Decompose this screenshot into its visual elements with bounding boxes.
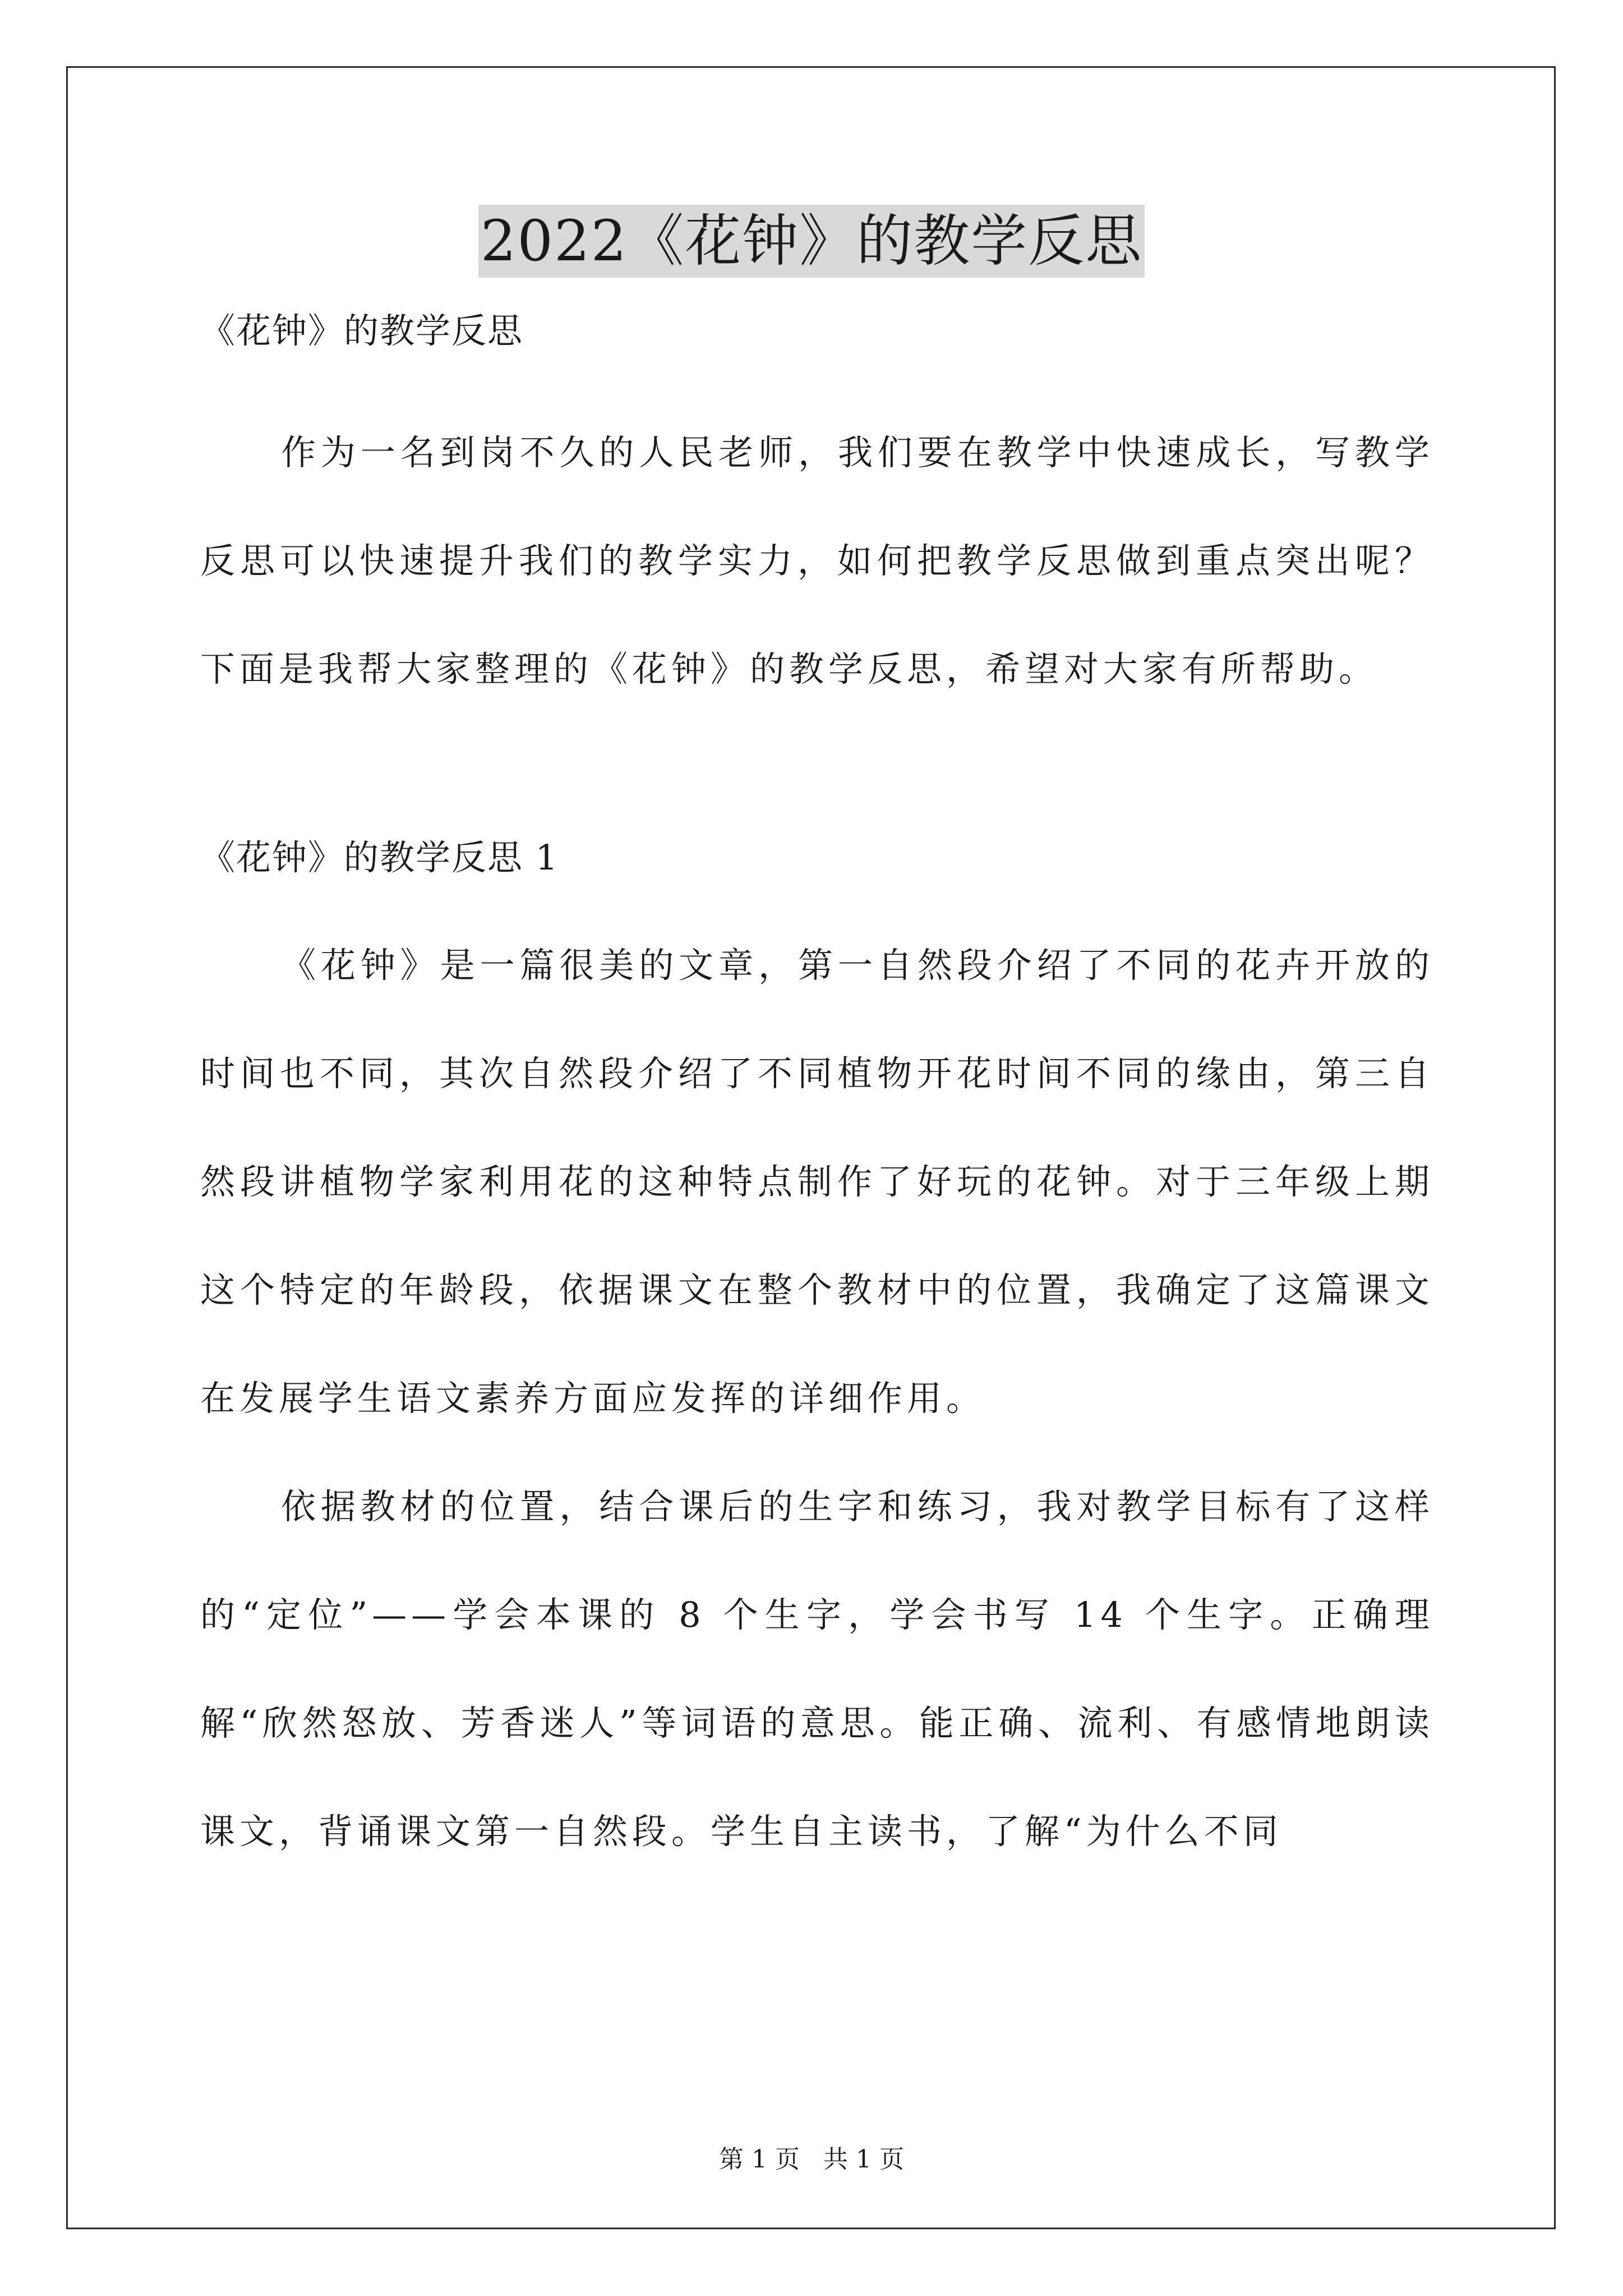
section-heading: 《花钟》的教学反思 1 [200, 837, 559, 878]
body-paragraph-2: 依据教材的位置，结合课后的生字和练习，我对教学目标有了这样的“定位”——学会本课的 8 个生字，学会书写 14 个生字。正确理解“欣然怒放、芳香迷人”等词语的意思。能正确、流利、有感情地朗读课文，背诵课文第一自然段。学生自主读书，了解“为什么不同 [200, 1486, 1434, 1852]
document-title: 2022《花钟》的教学反思 [478, 205, 1145, 278]
document-body [200, 303, 1434, 1885]
page-total: 共 1 页 [823, 2145, 904, 2174]
document-subtitle: 《花钟》的教学反思 [200, 310, 524, 351]
intro-paragraph: 作为一名到岗不久的人民老师，我们要在教学中快速成长，写教学反思可以快速提升我们的教学实力，如何把教学反思做到重点突出呢？下面是我帮大家整理的《花钟》的教学反思，希望对大家有所帮助。 [200, 432, 1434, 689]
title-wrap [0, 205, 1623, 278]
body-paragraph-1: 《花钟》是一篇很美的文章，第一自然段介绍了不同的花卉开放的时间也不同，其次自然段介绍了不同植物开花时间不同的缘由，第三自然段讲植物学家利用花的这种特点制作了好玩的花钟。对于三年级上期这个特定的年龄段，依据课文在整个教材中的位置，我确定了这篇课文在发展学生语文素养方面应发挥的详细作用。 [200, 945, 1434, 1419]
page-number: 第 1 页 [719, 2145, 800, 2174]
page-footer [0, 2143, 1623, 2177]
